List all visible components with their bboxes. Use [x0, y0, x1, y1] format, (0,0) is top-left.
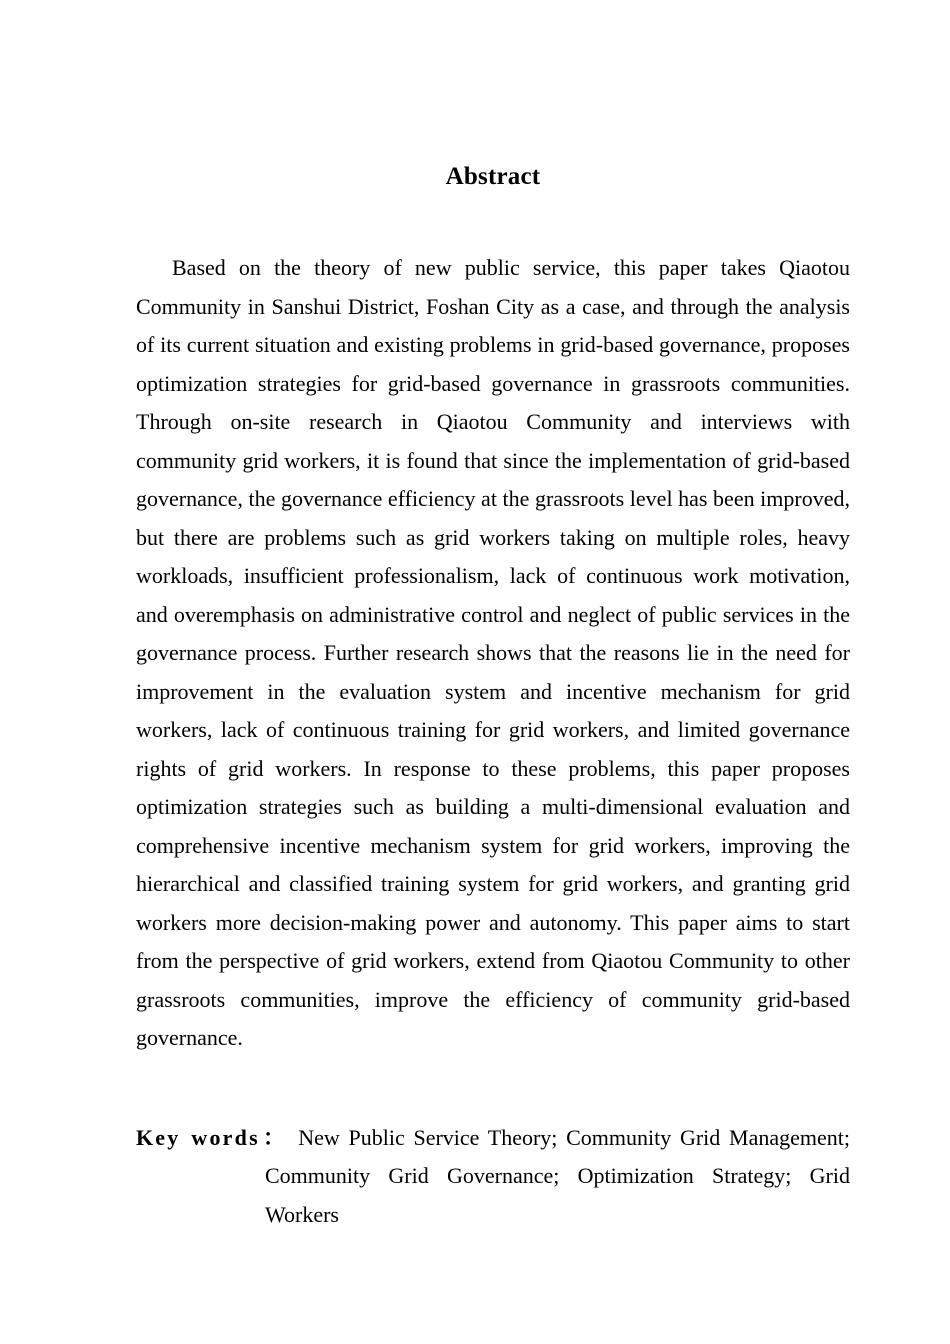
- abstract-paragraph: Based on the theory of new public service, this paper takes Qiaotou Community in Sanshui District, Foshan City as a case, and through the analysis of its current situation and existing problems in grid-based governance, proposes optimization strategies for grid-based governance in grassroots communities. Through on-site research in Qiaotou Community and interviews with community grid workers, it is found that since the implementation of grid-based governance, the governance efficiency at the grassroots level has been improved, but there are problems such as grid workers taking on multiple roles, heavy workloads, insufficient professionalism, lack of continuous work motivation, and overemphasis on administrative control and neglect of public services in the governance process. Further research shows that the reasons lie in the need for improvement in the evaluation system and incentive mechanism for grid workers, lack of continuous training for grid workers, and limited governance rights of grid workers. In response to these problems, this paper proposes optimization strategies such as building a multi-dimensional evaluation and comprehensive incentive mechanism system for grid workers, improving the hierarchical and classified training system for grid workers, and granting grid workers more decision-making power and autonomy. This paper aims to start from the perspective of grid workers, extend from Qiaotou Community to other grassroots communities, improve the efficiency of community grid-based governance.: [136, 255, 850, 1050]
- page-title: Abstract: [445, 163, 541, 190]
- keywords-section: [136, 1080, 850, 1235]
- keywords-label: Key words: [136, 1124, 260, 1150]
- keywords-values: New Public Service Theory; Community Grid Management; Community Grid Governance; Optimization Strategy; Grid Workers: [265, 1124, 850, 1227]
- text-column: [136, 0, 850, 1256]
- keywords-colon: ：: [259, 1124, 289, 1150]
